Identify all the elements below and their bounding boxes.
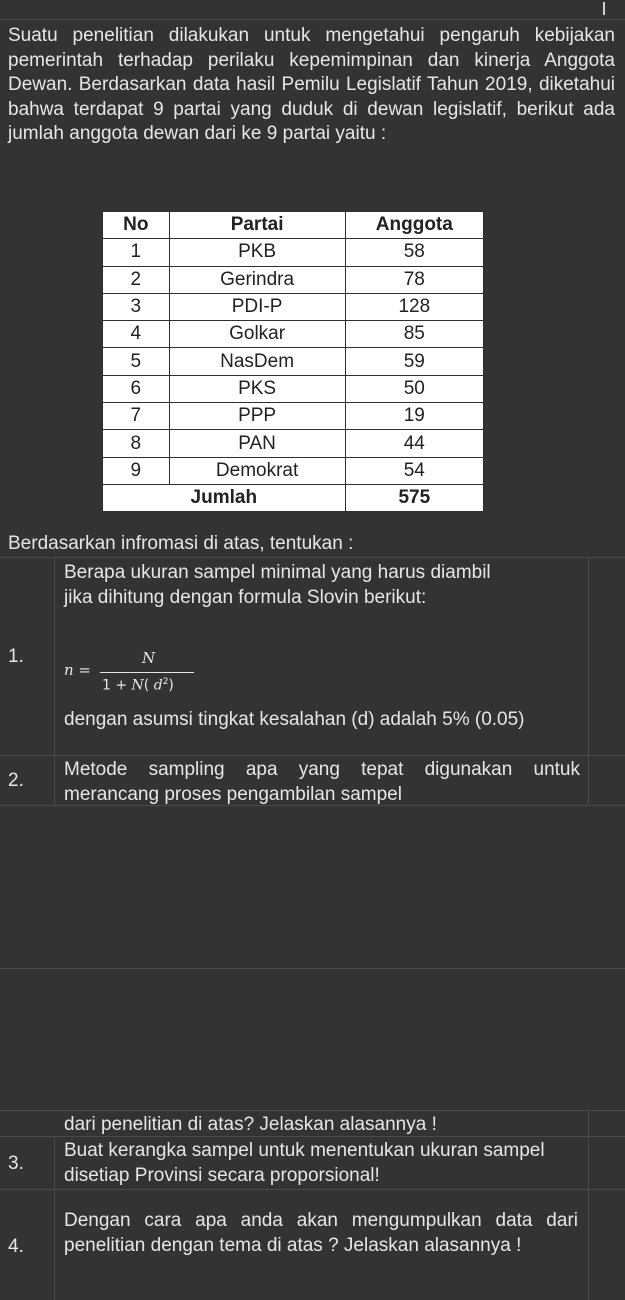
denominator-close: ) [168,677,174,694]
cell-partai: PKB [169,239,345,266]
header-anggota: Anggota [345,212,483,239]
divider [0,968,625,969]
fraction-bar [100,672,194,673]
formula-denominator [102,677,174,694]
instruction-text: Berdasarkan infromasi di atas, tentukan : [8,533,354,554]
denominator-prefix: 1 + [102,677,132,694]
cell-no: 1 [103,239,170,266]
denominator-d: d [153,677,163,694]
denominator-exponent: 2 [162,677,169,687]
cell-anggota: 59 [345,348,483,375]
column-divider [588,1110,589,1300]
party-members-table [102,211,484,512]
denominator-open: ( [143,677,154,694]
table-row [103,403,484,430]
divider [0,1110,625,1111]
table-row [103,430,484,457]
cell-anggota: 54 [345,457,483,484]
cell-partai: Demokrat [169,457,345,484]
question-2-continued: dari penelitian di atas? Jelaskan alasannya ! [64,1114,437,1135]
cell-no: 9 [103,457,170,484]
cell-no: 3 [103,293,170,320]
cell-no: 6 [103,375,170,402]
divider [0,1189,625,1190]
intro-paragraph: Suatu penelitian dilakukan untuk mengetahui pengaruh kebijakan pemerintah terhadap perilaku kepemimpinan dan kinerja Anggota Dewan. Berdasarkan data hasil Pemilu Legislatif Tahun 2019, diketahui bahwa terdapat 9 partai yang duduk di dewan legislatif, berikut ada jumlah anggota dewan dari ke 9 partai yaitu : [8,25,615,144]
header-partai: Partai [169,212,345,239]
cell-no: 7 [103,403,170,430]
table-row [103,321,484,348]
question-number: 3. [8,1153,24,1174]
table-row [103,266,484,293]
denominator-n: N [131,677,144,694]
question-1-text: Berapa ukuran sampel minimal yang harus diambil jika dihitung dengan formula Slovin berikut: [64,562,491,608]
table-row [103,348,484,375]
cell-anggota: 50 [345,375,483,402]
table-row [103,293,484,320]
table-row [103,239,484,266]
question-number: 2. [8,770,24,791]
cell-no: 8 [103,430,170,457]
question-4-text: Dengan cara apa anda akan mengumpulkan data dari penelitian dengan tema di atas ? Jelaskan alasannya ! [64,1210,578,1256]
cell-partai: PAN [169,430,345,457]
cell-partai: Golkar [169,321,345,348]
cell-partai: PKS [169,375,345,402]
header-no: No [103,212,170,239]
question-1-assumption: dengan asumsi tingkat kesalahan (d) adalah 5% (0.05) [64,709,525,730]
divider [0,19,625,20]
question-number: 4. [8,1236,24,1257]
cell-no: 2 [103,266,170,293]
total-label: Jumlah [103,484,346,511]
question-3-text: Buat kerangka sampel untuk menentukan ukuran sampel disetiap Provinsi secara proporsional! [64,1140,545,1186]
cell-anggota: 44 [345,430,483,457]
cell-anggota: 19 [345,403,483,430]
question-2-text: Metode sampling apa yang tepat digunakan untuk merancang proses pengambilan sampel [64,759,580,805]
cell-no: 4 [103,321,170,348]
cell-anggota: 128 [345,293,483,320]
cell-no: 5 [103,348,170,375]
column-divider [54,1136,55,1300]
column-divider [54,557,55,805]
total-value: 575 [345,484,483,511]
cell-partai: Gerindra [169,266,345,293]
table-header-row [103,212,484,239]
table-row [103,457,484,484]
table-row [103,375,484,402]
column-divider [588,557,589,805]
formula-lhs: n = [64,661,91,679]
cell-anggota: 78 [345,266,483,293]
cell-anggota: 85 [345,321,483,348]
cell-partai: NasDem [169,348,345,375]
cell-partai: PDI-P [169,293,345,320]
question-number: 1. [8,646,24,667]
text-cursor [603,2,605,15]
slovin-formula [64,644,204,704]
cell-anggota: 58 [345,239,483,266]
formula-numerator: N [142,649,156,667]
divider [0,557,625,558]
table-total-row [103,484,484,511]
cell-partai: PPP [169,403,345,430]
divider [0,755,625,756]
